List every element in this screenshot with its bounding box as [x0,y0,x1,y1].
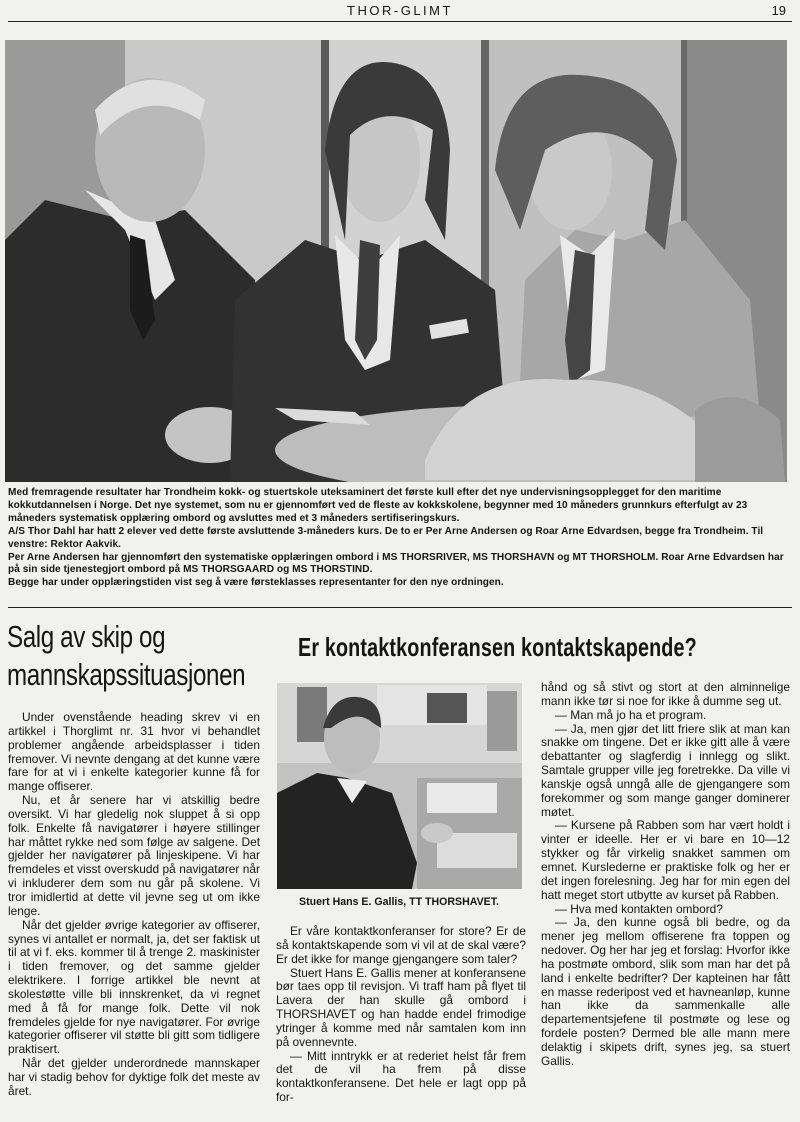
right-article-body-col1 [276,925,526,1105]
body-paragraph: Er våre kontaktkonferanser for store? Er de så kontaktskapende som vi vil at de skal være? Er det ikke for mange gjengangere som taler? [276,924,526,966]
top-photo [5,40,787,482]
body-paragraph: hånd og så stivt og stort at den alminnelige mann ikke tør si noe for ikke å dumme seg ut. [541,680,790,708]
right-article-headline: Er kontaktkonferansen kontaktskapende? [298,632,697,662]
body-paragraph: — Ja, den kunne også bli bedre, og da mener jeg mellom offiserene fra toppen og nedover. Og her har jeg et forslag: Hvorfor ikke ha postmøte ombord, slik som man har det på land i enkelte bedrifter? Der kapteinen har fått en masse rederipost ved et havneanløp, kunne han ikke da sammenkalle alle departementsjefene til postmøte og lese og fordele posten? Dermed ble alle mann mere delaktig i skipets drift, synes jeg, sa stuert Gallis. [541,915,790,1068]
top-photo-caption [8,487,788,590]
header-rule [8,21,792,22]
caption-paragraph: Med fremragende resultater har Trondheim kokk- og stuertskole uteksaminert det første kull efter det nye undervisningsopplegget for den maritime kokkutdannelsen i Norge. Det nye systemet, som nu er gjennomført ved de fleste av kokkskolene, begynner med 10 måneders grunnkurs efterfulgt av 23 måneders systematisk opplæring ombord og avsluttes med et 3 måneders sertifiseringskurs. [8,487,748,524]
body-paragraph: Stuert Hans E. Gallis mener at konferansene bør taes opp til revisjon. Vi traff ham på flyet til Lavera der han skulle gå ombord i THORSHAVET og han hadde endel frimodige ytringer å komme med når samtalen kom inn på ovennevnte. [276,965,526,1049]
body-paragraph: Når det gjelder øvrige kategorier av offiserer, synes vi antallet er normalt, ja, det ser faktisk ut til at vi f. eks. kommer til å trenge 2. maskinister i tiden fremover, og det samme gjelder elektrikere. I forrige artikkel ble nevnt at skolestøtte ville bli innskrenket, da vi regnet med å få for mange folk. Dette vil nok fremdeles gjelde for nye navigatører. For øvrige kategorier offiserer vil støtte bli gitt som tidligere praktisert. [8,917,260,1057]
body-paragraph: Når det gjelder underordnede mannskaper har vi stadig behov for dyktige folk det meste av året. [8,1056,260,1098]
section-rule [8,607,792,608]
headline-line: Salg av skip og [7,619,166,654]
body-paragraph: — Man må jo ha et program. [555,707,707,722]
right-article-body-col2 [541,681,790,1069]
page-header-title: THOR-GLIMT [347,3,453,18]
caption-paragraph: Per Arne Andersen har gjennomført den systematiske opplæringen ombord i MS THORSRIVER, MS THORSHAVN og MT THORSHOLM. Roar Arne Edvardsen har på sin side tjenestegjort ombord på MS THORSGAARD og MS THORSTIND. [8,551,784,576]
left-article-headline [7,618,272,694]
page-number: 19 [771,3,786,18]
body-paragraph: Nu, et år senere har vi atskillig bedre oversikt. Vi har gledelig nok sluppet å si opp folk. Enkelte få navigatører i høyere stillinger har måttet rykke ned som følge av salgene. Det gjelder her navigatører på linjeskipene. Vi har fremdeles et visst overskudd på navigatører når vi inkluderer dem som nu går på skolene. Vi tror imidlertid at dette vil jevne seg ut om ikke lenge. [8,793,260,918]
left-article-body [8,711,260,1099]
steward-photo [277,683,522,889]
body-paragraph: — Hva med kontakten ombord? [555,901,723,916]
body-paragraph: — Ja, men gjør det litt friere slik at man kan snakke om tingene. Det er ikke gitt alle å være debattanter og slagferdig i innlegg og slikt. Samtale grupper ville jeg foretrekke. Da ville vi kanskje også unngå alle de gjengangere som forekommer og som mange ganger dominerer møtet. [541,721,790,819]
body-paragraph: — Mitt inntrykk er at rederiet helst får frem det de vil ha frem på disse kontaktkonferansene. Det hele er lagt opp på for- [276,1048,526,1105]
caption-paragraph: A/S Thor Dahl har hatt 2 elever ved dette første avsluttende 3-måneders kurs. De to er Per Arne Andersen og Roar Arne Edvardsen, begge fra Trondheim. Til venstre: Rektor Aakvik. [8,525,764,550]
body-paragraph: Under ovenstående heading skrev vi en artikkel i Thorglimt nr. 31 hvor vi behandlet problemer angående arbeidsplasser i tiden fremover. Vi nevnte dengang at det kunne være fare for at vi i enkelte kategorier kunne få for mange offiserer. [8,710,260,794]
headline-line: mannskapssituasjonen [7,657,246,692]
steward-photo-caption: Stuert Hans E. Gallis, TT THORSHAVET. [299,896,499,908]
body-paragraph: — Kursene på Rabben som har vært holdt i vinter er ideelle. Her er vi bare en 10—12 stykker og får virkelig snakket sammen om emnet. Kurslederne er praktiske folk og her er det ingen forelesning. Jeg har for min egen del hatt meget stort utbytte av kurset på Rabben. [541,818,790,902]
caption-paragraph: Begge har under opplæringstiden vist seg å være førsteklasses representanter for den nye ordningen. [8,577,504,589]
